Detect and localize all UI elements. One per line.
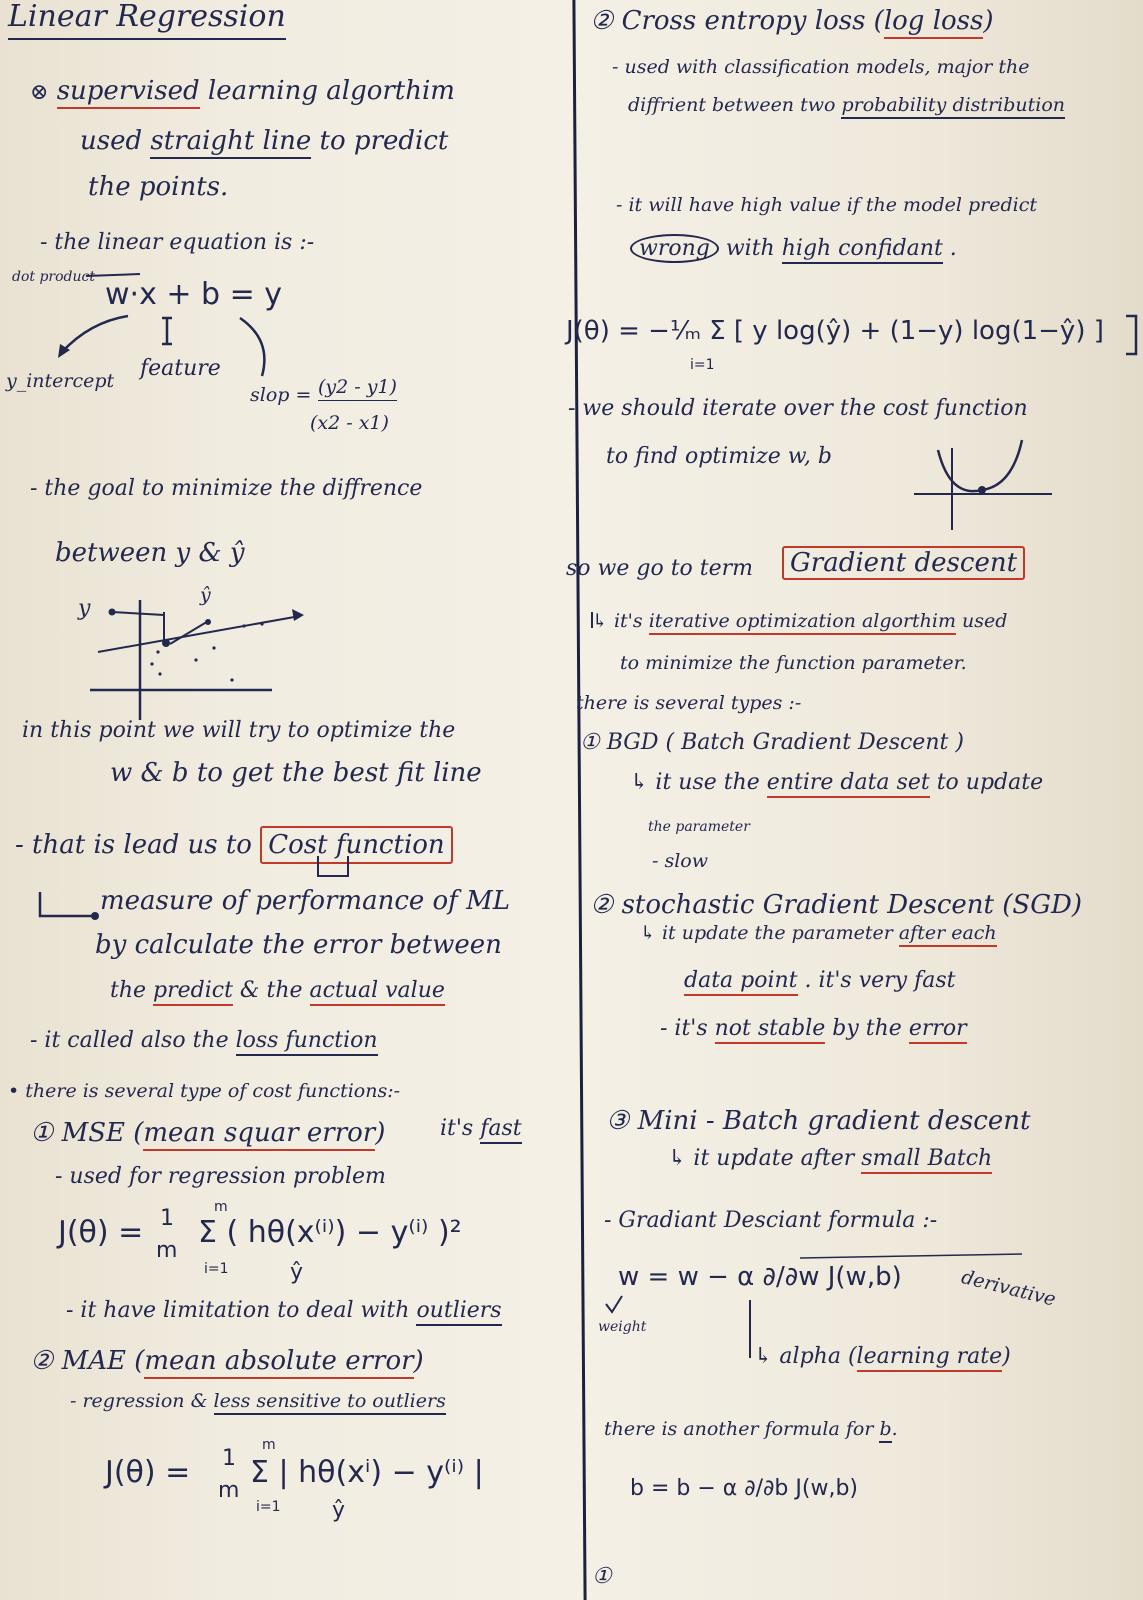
text-fragment: probability distribution (841, 94, 1065, 119)
text-fragment: b (879, 1418, 891, 1443)
cost-curve-sketch (914, 440, 1052, 530)
ce-iterate-1: - we should iterate over the cost function (568, 396, 1028, 421)
loss-function-line (30, 1030, 378, 1052)
graph-y-label: y (78, 596, 91, 621)
text-fragment: after each (899, 922, 997, 947)
wrong-circled: wrong (630, 234, 719, 263)
intro-line-2 (80, 128, 448, 154)
y-intercept-label: y_intercept (6, 370, 115, 392)
ce-title (590, 8, 994, 34)
text-fragment: - it's (660, 1016, 715, 1041)
mse-fast-note (440, 1118, 522, 1140)
text-fragment: - it have limitation to deal with (66, 1298, 417, 1323)
circled-x-icon: ⊗ (30, 80, 49, 105)
mse-formula-lhs: J(θ) = (58, 1215, 144, 1250)
slope-denominator: (x2 - x1) (310, 412, 389, 434)
mse-used-for: - used for regression problem (55, 1164, 386, 1189)
dot-product-label: dot product (12, 269, 95, 285)
gd-intro: so we go to term (566, 556, 754, 581)
text-fragment: actual value (310, 978, 445, 1006)
text-fragment: . (891, 1418, 898, 1440)
optimize-line-2: w & b to get the best fit line (110, 758, 482, 788)
mae-sum-top: m (262, 1437, 276, 1453)
regression-graph (90, 600, 304, 720)
y-intercept-arrow (62, 316, 128, 352)
mae-sub (70, 1392, 446, 1411)
mae-yhat: ŷ (332, 1498, 346, 1523)
y-intercept-arrowhead (58, 344, 70, 358)
intro-line-3: the points. (88, 172, 229, 202)
text-fragment: ↳ it's (592, 610, 649, 632)
gd-definition-1 (592, 612, 1007, 631)
intro-line-1 (30, 78, 455, 104)
text-fragment: iterative optimization algorthim (649, 610, 956, 635)
mse-title (30, 1120, 385, 1146)
mse-frac-den: m (156, 1238, 178, 1263)
sgd-desc-2 (684, 970, 956, 992)
text-fragment: ② Cross entropy loss ( (590, 6, 884, 36)
optimize-line-1: in this point we will try to optimize the (22, 718, 456, 743)
mbgd-title: ③ Mini - Batch gradient descent (606, 1106, 1031, 1136)
mae-formula-lhs: J(θ) = (105, 1455, 191, 1490)
slope-numerator: (y2 - y1) (318, 378, 397, 401)
mse-formula-body: Σ ( hθ(x⁽ⁱ⁾) − y⁽ⁱ⁾ )² (198, 1215, 462, 1250)
text-fragment: not stable (715, 1016, 826, 1044)
mae-sum-bottom: i=1 (256, 1499, 281, 1515)
slope-arrow (240, 318, 264, 376)
mae-formula-body: Σ | hθ(xⁱ) − y⁽ⁱ⁾ | (250, 1455, 484, 1490)
mse-sum-bottom: i=1 (204, 1261, 229, 1277)
gd-bracket (800, 1254, 1022, 1258)
text-fragment: loss function (236, 1028, 378, 1056)
text-fragment: it's (440, 1116, 481, 1141)
text-fragment: supervised (57, 76, 200, 109)
text-fragment: . it's very fast (797, 968, 956, 993)
text-fragment: less sensitive to outliers (214, 1390, 446, 1415)
alpha-label (754, 1346, 1011, 1368)
text-fragment: data point (684, 968, 798, 996)
bgd-desc-3: - slow (652, 850, 708, 872)
bgd-desc-1 (630, 772, 1043, 794)
ce-formula: J(θ) = −¹⁄ₘ Σ [ y log(ŷ) + (1−y) log(1−ŷ) ] (566, 316, 1104, 346)
text-fragment: entire data set (767, 770, 930, 798)
text-fragment: high confidant (782, 236, 943, 264)
bgd-desc-2: the parameter (648, 819, 750, 835)
mae-frac-num: 1 (222, 1446, 236, 1471)
weight-check (606, 1296, 622, 1312)
text-fragment: ) (413, 1346, 424, 1376)
text-fragment: by the (825, 1016, 909, 1041)
text-fragment: outliers (416, 1298, 501, 1326)
cost-intro (15, 832, 453, 858)
text-fragment: with (718, 236, 782, 261)
ce-sum-bottom: i=1 (690, 357, 715, 373)
text-fragment: learning algorthim (199, 76, 455, 106)
weight-label: weight (598, 1319, 647, 1335)
ce-desc-1: - used with classification models, major the (612, 56, 1030, 78)
gradient-descent-box: Gradient descent (782, 546, 1025, 580)
mse-sum-top: m (214, 1199, 228, 1215)
text-fragment: ↳ it update after (668, 1146, 862, 1171)
goal-line-2: between y & ŷ (55, 538, 245, 568)
cost-measure-2: by calculate the error between (95, 930, 502, 960)
text-fragment: mean squar error (143, 1118, 375, 1151)
mae-title (30, 1348, 424, 1374)
cost-function-box: Cost function (260, 826, 452, 864)
text-fragment: used (956, 610, 1008, 632)
feature-label: feature (140, 356, 221, 381)
ce-closing-bracket (1126, 316, 1136, 354)
linear-equation: w·x + b = y (105, 277, 283, 312)
ce-high-1: - it will have high value if the model predict (616, 194, 1038, 216)
text-fragment: fast (480, 1116, 521, 1144)
text-fragment: error (909, 1016, 967, 1044)
ce-iterate-2: to find optimize w, b (606, 444, 832, 469)
text-fragment: there is another formula for (604, 1418, 880, 1440)
text-fragment: - that is lead us to (15, 830, 261, 860)
cost-measure-arrow (40, 892, 92, 916)
text-fragment: ↳ it update the parameter (640, 922, 899, 944)
mse-frac-num: 1 (160, 1206, 174, 1231)
text-fragment: predict (153, 978, 233, 1006)
slope-label: slop = (250, 384, 312, 406)
sgd-desc-3 (660, 1018, 967, 1040)
text-fragment: ↳ it use the (630, 770, 767, 795)
gd-formula-heading: - Gradiant Desciant formula :- (604, 1208, 938, 1233)
text-fragment: ) (375, 1118, 386, 1148)
linear-eq-heading: - the linear equation is :- (40, 230, 315, 255)
goal-line-1: - the goal to minimize the diffrence (30, 476, 423, 501)
text-fragment: ② MAE ( (30, 1346, 145, 1376)
text-fragment: to predict (311, 126, 449, 156)
graph-yhat-label: ŷ (200, 584, 211, 606)
gd-formula-b: b = b − α ∂/∂b J(w,b) (630, 1476, 858, 1501)
bgd-title: ① BGD ( Batch Gradient Descent ) (580, 730, 964, 755)
text-fragment: - regression & (70, 1390, 214, 1412)
text-fragment: log loss (884, 6, 984, 39)
text-fragment: ① MSE ( (30, 1118, 144, 1148)
text-fragment: & the (232, 978, 310, 1003)
ce-desc-2 (628, 96, 1065, 115)
text-fragment: ) (983, 6, 994, 36)
cost-types-line: • there is several type of cost functions:- (8, 1080, 401, 1102)
mbgd-desc (668, 1148, 992, 1170)
sgd-desc-1 (640, 924, 997, 943)
gd-types: there is several types :- (576, 692, 802, 714)
text-fragment: . (942, 236, 957, 261)
b-formula-intro (604, 1420, 898, 1439)
text-fragment: small Batch (861, 1146, 992, 1174)
mse-yhat: ŷ (290, 1260, 304, 1285)
mse-limitation (66, 1300, 502, 1322)
derivative-label: derivative (959, 1266, 1058, 1311)
ce-high-2 (630, 238, 957, 260)
text-fragment: diffrient between two (628, 94, 842, 116)
mae-frac-den: m (218, 1478, 240, 1503)
feature-marker (162, 318, 172, 344)
text-fragment: straight line (150, 126, 311, 159)
text-fragment: ) (1002, 1344, 1011, 1369)
gd-definition-2: to minimize the function parameter. (620, 652, 967, 674)
text-fragment: the (110, 978, 154, 1003)
text-fragment: - it called also the (30, 1028, 236, 1053)
center-divider-line (572, 0, 586, 1600)
page-number: ① (592, 1564, 612, 1589)
text-fragment: ↳ alpha ( (754, 1344, 857, 1369)
page-title: Linear Regression (8, 2, 286, 40)
cost-measure-1: measure of performance of ML (100, 886, 510, 916)
text-fragment: learning rate (857, 1344, 1003, 1372)
text-fragment: mean absolute error (144, 1346, 413, 1379)
sgd-title: ② stochastic Gradient Descent (SGD) (590, 890, 1082, 920)
text-fragment: used (80, 126, 151, 156)
gd-formula-w: w = w − α ∂/∂w J(w,b) (618, 1262, 902, 1292)
text-fragment: to update (929, 770, 1044, 795)
cost-measure-3 (110, 980, 445, 1002)
